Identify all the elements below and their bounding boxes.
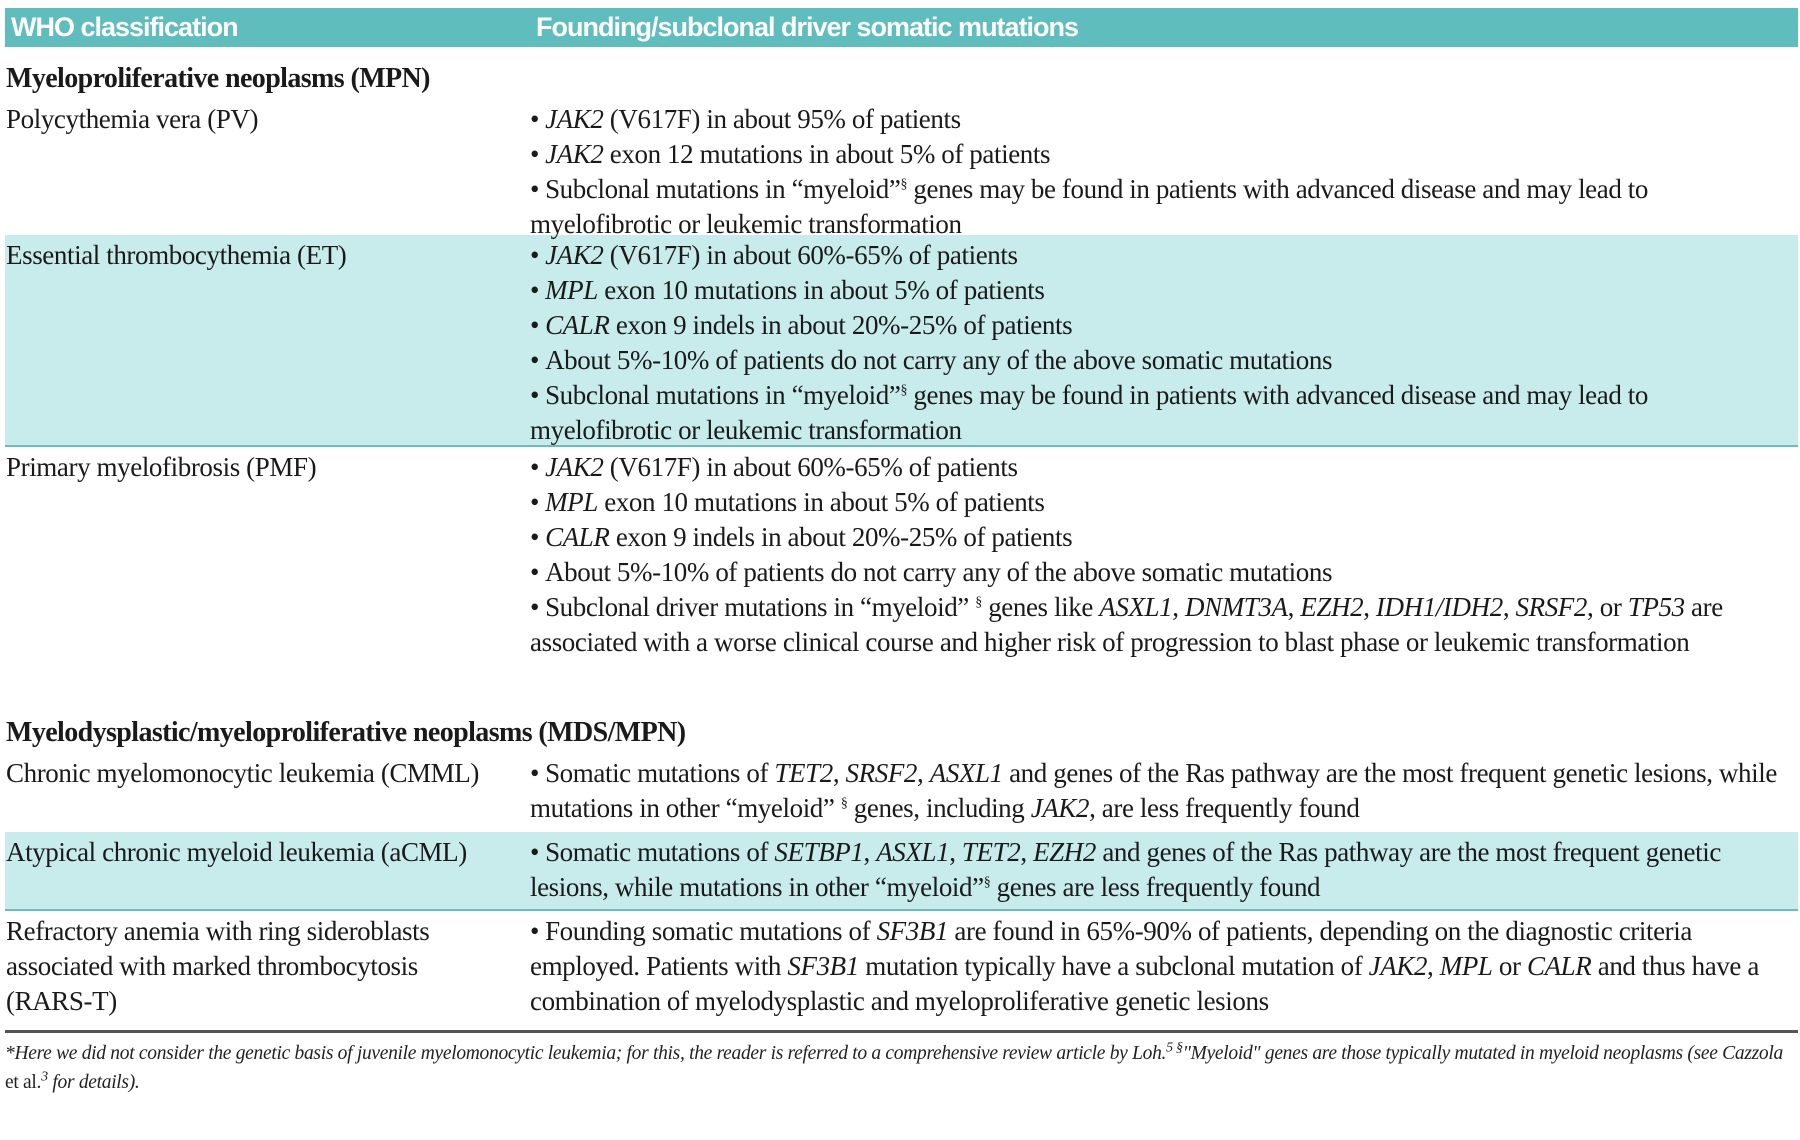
table-row-pv <box>5 99 1798 239</box>
row-label: Polycythemia vera (PV) <box>6 104 259 134</box>
gene-name: MPL <box>1439 951 1493 981</box>
bullet-icon: • <box>530 557 540 587</box>
gene-name: MPL <box>545 275 598 305</box>
mutation-item: • Subclonal mutations in “myeloid”§ genes may be found in patients with advanced disease and may lead to myelofibrotic or leukemic transformation <box>530 380 1648 445</box>
bullet-icon: • <box>530 380 540 410</box>
gene-name: JAK2 <box>545 452 604 482</box>
gene-name: DNMT3A <box>1184 592 1288 622</box>
mutation-item: • Somatic mutations of TET2, SRSF2, ASXL1 and genes of the Ras pathway are the most frequent genetic lesions, while mutations in other “myeloid” § genes, including JAK2, are less frequently found <box>530 758 1777 823</box>
bullet-icon: • <box>530 275 540 305</box>
mutation-item: • JAK2 (V617F) in about 60%-65% of patients <box>530 450 1778 485</box>
table-row-cmml <box>5 753 1798 832</box>
gene-name: TET2 <box>961 837 1021 867</box>
gene-name: SRSF2 <box>1515 592 1588 622</box>
table-row-rars-t <box>5 911 1798 1033</box>
row-label: Essential thrombocythemia (ET) <box>6 240 347 270</box>
gene-name: EZH2 <box>1300 592 1364 622</box>
gene-name: SETBP1 <box>774 837 864 867</box>
mutation-item: • CALR exon 9 indels in about 20%-25% of patients <box>530 308 1778 343</box>
row-mutations <box>530 832 1798 909</box>
header-who-classification: WHO classification <box>11 12 238 42</box>
gene-name: IDH1/IDH2 <box>1375 592 1503 622</box>
bullet-icon: • <box>530 452 540 482</box>
mutation-item: • Founding somatic mutations of SF3B1 are found in 65%-90% of patients, depending on the diagnostic criteria employed. Patients with SF3B1 mutation typically have a subclonal mutation of JAK2, MPL or CALR and thus have a combination of myelodysplastic and myeloproliferative genetic lesions <box>530 916 1759 1016</box>
gene-name: JAK2 <box>545 104 604 134</box>
mutation-item: • About 5%-10% of patients do not carry any of the above somatic mutations <box>530 555 1778 590</box>
table-row-pmf <box>5 447 1798 659</box>
gene-name: MPL <box>545 487 598 517</box>
gene-name: CALR <box>545 310 610 340</box>
mutation-item: • Subclonal mutations in “myeloid”§ genes may be found in patients with advanced disease and may lead to myelofibrotic or leukemic transformation <box>530 174 1648 239</box>
bullet-icon: • <box>530 758 540 788</box>
gene-name: TET2 <box>774 758 833 788</box>
row-label: Primary myelofibrosis (PMF) <box>6 452 317 482</box>
row-mutations <box>530 235 1798 445</box>
table-row-acml <box>5 832 1798 911</box>
gene-name: EZH2 <box>1033 837 1096 867</box>
mutation-item: • Subclonal driver mutations in “myeloid” § genes like ASXL1, DNMT3A, EZH2, IDH1/IDH2, SRSF2, or TP53 are associated with a worse clinical course and higher risk of progression to blast phase or leukemic transformation <box>530 592 1723 657</box>
gene-name: ASXL1 <box>876 837 950 867</box>
bullet-icon: • <box>530 240 540 270</box>
gene-name: ASXL1 <box>929 758 1003 788</box>
bullet-icon: • <box>530 104 540 134</box>
gene-name: JAK2 <box>545 139 604 169</box>
bullet-icon: • <box>530 487 540 517</box>
mutation-item: • JAK2 exon 12 mutations in about 5% of patients <box>530 137 1778 172</box>
gene-name: SF3B1 <box>876 916 949 946</box>
row-mutations <box>530 753 1798 832</box>
row-label: Chronic myelomonocytic leukemia (CMML) <box>6 758 479 788</box>
bullet-icon: • <box>530 592 540 622</box>
bullet-icon: • <box>530 522 540 552</box>
row-label: Refractory anemia with ring sideroblasts associated with marked thrombocytosis (RARS-T) <box>6 916 430 1016</box>
row-mutations <box>530 911 1798 1030</box>
section-title-mds-mpn: Myelodysplastic/myeloproliferative neoplasms (MDS/MPN) <box>6 717 686 748</box>
header-driver-mutations: Founding/subclonal driver somatic mutations <box>536 12 1079 42</box>
bullet-icon: • <box>530 345 540 375</box>
mutation-item: • About 5%-10% of patients do not carry any of the above somatic mutations <box>530 343 1778 378</box>
gene-name: JAK2 <box>1368 951 1428 981</box>
row-mutations <box>530 99 1798 239</box>
mutations-table <box>5 8 1798 1097</box>
mutation-item: • MPL exon 10 mutations in about 5% of patients <box>530 273 1778 308</box>
bullet-icon: • <box>530 139 540 169</box>
mutation-item: • Somatic mutations of SETBP1, ASXL1, TET2, EZH2 and genes of the Ras pathway are the most frequent genetic lesions, while mutations in other “myeloid”§ genes are less frequently found <box>530 837 1721 902</box>
gene-name: JAK2 <box>545 240 604 270</box>
mutation-item: • MPL exon 10 mutations in about 5% of patients <box>530 485 1778 520</box>
bullet-icon: • <box>530 310 540 340</box>
bullet-icon: • <box>530 916 540 946</box>
mutation-item: • JAK2 (V617F) in about 95% of patients <box>530 102 1778 137</box>
mutation-item: • CALR exon 9 indels in about 20%-25% of patients <box>530 520 1778 555</box>
gene-name: TP53 <box>1627 592 1685 622</box>
bullet-icon: • <box>530 837 540 867</box>
gene-name: SF3B1 <box>787 951 859 981</box>
table-row-et <box>5 235 1798 447</box>
row-mutations <box>530 447 1798 659</box>
row-label: Atypical chronic myeloid leukemia (aCML) <box>6 837 467 867</box>
gene-name: SRSF2 <box>845 758 918 788</box>
table-footnote: *Here we did not consider the genetic basis of juvenile myelomonocytic leukemia; for this, the reader is referred to a comprehensive review article by Loh.$^5$ §"Myeloid" genes are those typically mutated in myeloid neoplasms (see Cazzola et al.$^3$ for details). <box>5 1040 1783 1093</box>
gene-name: JAK2 <box>1030 793 1090 823</box>
section-title-mpn: Myeloproliferative neoplasms (MPN) <box>6 63 430 94</box>
gene-name: CALR <box>545 522 610 552</box>
gene-name: ASXL1 <box>1099 592 1173 622</box>
gene-name: CALR <box>1526 951 1592 981</box>
table-header <box>5 8 1798 47</box>
bullet-icon: • <box>530 174 540 204</box>
mutation-item: • JAK2 (V617F) in about 60%-65% of patients <box>530 238 1778 273</box>
